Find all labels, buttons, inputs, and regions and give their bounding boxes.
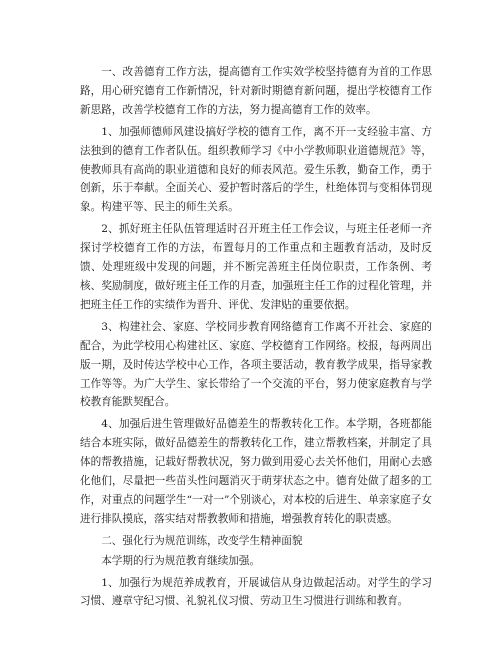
document-body xyxy=(80,63,432,611)
paragraph-section-one-heading: 一、改善德育工作方法，提高德育工作实效学校坚持德育为首的工作思路，用心研究德育工作新情况，针对新时期德育新问题，提出学校德育工作新思路，改善学校德育工作的方法，努力提高德育工作的效率。 xyxy=(80,66,432,116)
paragraph-underachiever-management: 4、加强后进生管理做好品德差生的帮教转化工作。本学期，各班都能结合本班实际，做好品德差生的帮教转化工作，建立帮教档案，并制定了具体的帮教措施，记载好帮教状况，努力做到用爱心去关怀他们，用耐心去感化他们，尽量把一些苗头性问题消灭于萌芽状态之中。德育处做了超多的工作，对重点的问题学生“一对一”个别谈心，对本校的后进生、单亲家庭子女进行排队摸底，落实结对帮教教师和措施，增强教育转化的职责感。 xyxy=(80,418,432,525)
paragraph-education-network: 3、构建社会、家庭、学校同步教育网络德育工作离不开社会、家庭的配合，为此学校用心构建社区、家庭、学校德育工作网络。校报，每两周出版一期，及时传达学校中心工作，各项主要活动，教育教学成果，指导家教工作等等。为广大学生、家长带给了一个交流的平台，努力使家庭教育与学校教育能默契配合。 xyxy=(80,320,432,409)
paragraph-habit-training: 1、加强行为规范养成教育，开展诚信从身边做起活动。对学生的学习习惯、遵章守纪习惯、礼貌礼仪习惯、劳动卫生习惯进行训练和教育。 xyxy=(80,576,432,608)
paragraph-teacher-ethics: 1、加强师德师风建设搞好学校的德育工作，离不开一支经验丰富、方法独到的德育工作者队伍。组织教师学习《中小学教师职业道德规范》等，使教师具有高尚的职业道德和良好的师表风范。爱生乐教，勤奋工作，勇于创新，乐于奉献。全面关心、爱护暂时落后的学生，杜绝体罚与变相体罚现象。构建平等、民主的师生关系。 xyxy=(80,125,432,214)
paragraph-class-teacher-management: 2、抓好班主任队伍管理适时召开班主任工作会议，与班主任老师一齐探讨学校德育工作的方法，布置每月的工作重点和主题教育活动，及时反馈、处理班级中发现的问题，并不断完善班主任岗位职责，工作条例、考核、奖励制度，做好班主任工作的月查，加强班主任工作的过程化管理，并把班主任工作的实绩作为晋升、评优、发津贴的重要依据。 xyxy=(80,223,432,311)
paragraph-section-two-heading: 二、强化行为规范训练，改变学生精神面貌 xyxy=(101,534,303,547)
paragraph-behavior-norms-intro: 本学期的行为规范教育继续加强。 xyxy=(101,554,261,567)
